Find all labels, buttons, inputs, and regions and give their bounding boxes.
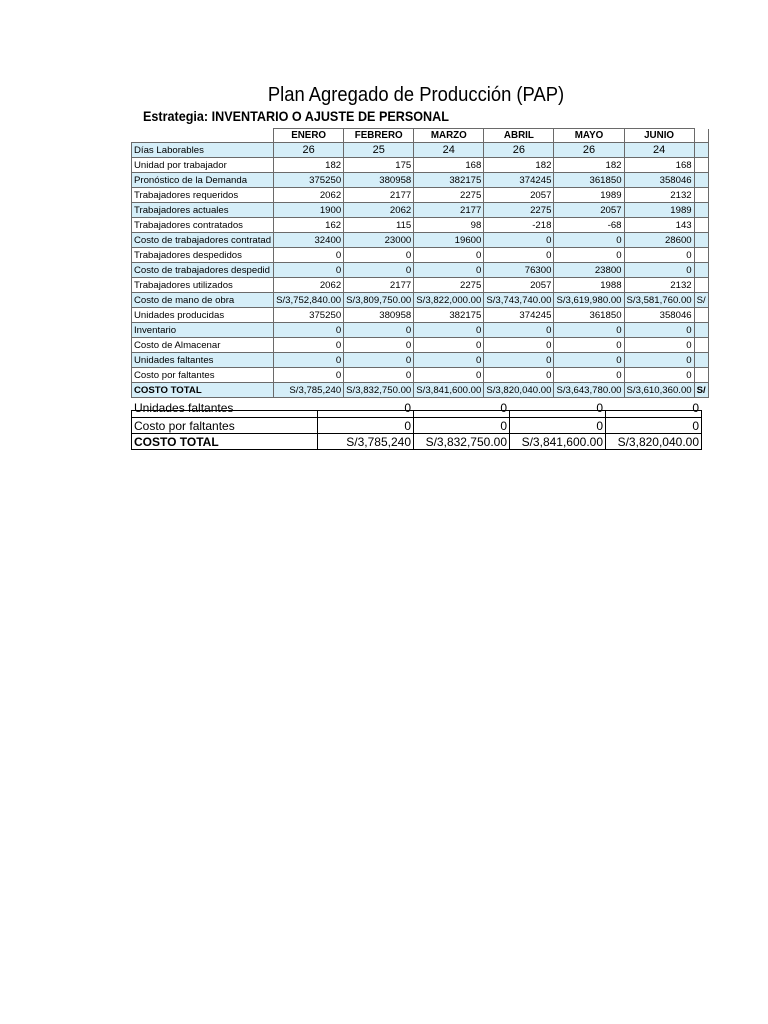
cell-value: 1989	[554, 188, 624, 203]
cell-value: 0	[274, 248, 344, 263]
cell-value: 374245	[484, 308, 554, 323]
month-header: MARZO	[414, 129, 484, 143]
row-label: Trabajadores despedidos	[132, 248, 274, 263]
row-label: Trabajadores actuales	[132, 203, 274, 218]
cell-value: 25	[344, 143, 414, 158]
cell-value: S/3,785,240	[274, 383, 344, 398]
table-row	[132, 308, 709, 323]
cell-value: 175	[344, 158, 414, 173]
row-label: Trabajadores utilizados	[132, 278, 274, 293]
cell-value: 0	[344, 368, 414, 383]
cut-off-cell	[694, 248, 708, 263]
cell-value: 374245	[484, 173, 554, 188]
cut-off-cell	[694, 233, 708, 248]
cell-value: 375250	[274, 308, 344, 323]
month-header: ABRIL	[484, 129, 554, 143]
cell-value: 32400	[274, 233, 344, 248]
cell-value: 2062	[274, 278, 344, 293]
header-blank	[132, 129, 274, 143]
cell-value: 0	[274, 263, 344, 278]
cell-value: 0	[484, 248, 554, 263]
row-label: Trabajadores contratados	[132, 218, 274, 233]
cell-value: 0	[414, 263, 484, 278]
table-row	[132, 143, 709, 158]
cut-off-cell	[694, 323, 708, 338]
cell-value: 0	[344, 263, 414, 278]
table-row	[132, 434, 702, 450]
cell-value: S/3,820,040.00	[484, 383, 554, 398]
cell-value: 1900	[274, 203, 344, 218]
table-row	[132, 383, 709, 398]
cell-value: 0	[606, 418, 702, 434]
row-label: Días Laborables	[132, 143, 274, 158]
cell-value: 0	[344, 338, 414, 353]
strategy-label: Estrategia: INVENTARIO O AJUSTE DE PERSONAL	[143, 108, 449, 124]
table-row	[132, 338, 709, 353]
cut-off-cell	[694, 368, 708, 383]
cell-value: 0	[554, 233, 624, 248]
cut-off-cell	[694, 143, 708, 158]
cut-off-cell	[694, 263, 708, 278]
cut-off-cell: S/	[694, 383, 708, 398]
cell-value: S/3,643,780.00	[554, 383, 624, 398]
cell-value: 2275	[414, 188, 484, 203]
table-row	[132, 293, 709, 308]
cell-value: 98	[414, 218, 484, 233]
cell-value: 26	[274, 143, 344, 158]
cell-value: 0	[624, 323, 694, 338]
cell-value: 0	[344, 353, 414, 368]
cell-value: 0	[414, 418, 510, 434]
cell-value: 162	[274, 218, 344, 233]
table-row	[132, 218, 709, 233]
cell-value: 375250	[274, 173, 344, 188]
cell-value: 0	[624, 338, 694, 353]
month-header: MAYO	[554, 129, 624, 143]
cell-value: S/3,610,360.00	[624, 383, 694, 398]
cell-value: S/3,809,750.00	[344, 293, 414, 308]
cell-value	[510, 401, 606, 418]
cell-value: 0	[554, 353, 624, 368]
cell-value: 2132	[624, 188, 694, 203]
lower-table	[131, 401, 702, 450]
cell-value: 168	[414, 158, 484, 173]
sheet-title: Plan Agregado de Producción (PAP)	[267, 84, 565, 106]
cell-value: 0	[318, 418, 414, 434]
header-blank	[694, 129, 708, 143]
pap-table	[131, 128, 709, 398]
cell-value: 182	[484, 158, 554, 173]
cell-value: 358046	[624, 308, 694, 323]
cut-off-cell: S/	[694, 293, 708, 308]
cell-value: 0	[484, 368, 554, 383]
cell-value: S/3,822,000.00	[414, 293, 484, 308]
cell-value: 0	[414, 353, 484, 368]
cell-value: 2062	[274, 188, 344, 203]
cell-value: 24	[624, 143, 694, 158]
cell-value: 0	[554, 248, 624, 263]
cell-value: 1989	[624, 203, 694, 218]
cell-value: 0	[554, 338, 624, 353]
cell-value	[414, 401, 510, 418]
row-label: Inventario	[132, 323, 274, 338]
cell-value: 0	[484, 233, 554, 248]
cell-value: 2057	[484, 278, 554, 293]
cell-value: 28600	[624, 233, 694, 248]
row-label: Unidades faltantes	[132, 353, 274, 368]
cell-value: 358046	[624, 173, 694, 188]
cell-value: 2057	[554, 203, 624, 218]
cell-value: 1988	[554, 278, 624, 293]
cell-value: 0	[624, 368, 694, 383]
cell-value: 0	[274, 353, 344, 368]
cell-value: 361850	[554, 173, 624, 188]
table-row	[132, 323, 709, 338]
table-row	[132, 263, 709, 278]
cell-value: 0	[414, 248, 484, 263]
cut-off-cell	[694, 158, 708, 173]
cut-off-cell	[694, 338, 708, 353]
cell-value: S/3,619,980.00	[554, 293, 624, 308]
cell-value: 0	[624, 248, 694, 263]
cell-value: 2132	[624, 278, 694, 293]
row-label: Costo de trabajadores despedid	[132, 263, 274, 278]
lower-table-region	[131, 401, 701, 456]
cell-value: 0	[554, 323, 624, 338]
cell-value: 26	[484, 143, 554, 158]
row-label: Trabajadores requeridos	[132, 188, 274, 203]
cut-off-cell	[694, 308, 708, 323]
row-label: Costo de trabajadores contratad	[132, 233, 274, 248]
cell-value: 361850	[554, 308, 624, 323]
table-row	[132, 411, 702, 418]
cell-value: 0	[414, 338, 484, 353]
table-row	[132, 353, 709, 368]
cell-value: S/3,743,740.00	[484, 293, 554, 308]
row-label: Costo de Almacenar	[132, 338, 274, 353]
cell-value: S/3,820,040.00	[606, 434, 702, 450]
cell-value: S/3,785,240	[318, 434, 414, 450]
row-label: Unidades producidas	[132, 308, 274, 323]
cell-value: 380958	[344, 308, 414, 323]
cell-value: 23000	[344, 233, 414, 248]
cell-value: 0	[414, 323, 484, 338]
cell-value: 0	[624, 263, 694, 278]
cell-value: 2275	[414, 278, 484, 293]
cell-value: 168	[624, 158, 694, 173]
cut-off-cell	[694, 188, 708, 203]
cut-off-cell	[694, 203, 708, 218]
cell-value: 0	[554, 368, 624, 383]
row-label: Unidad por trabajador	[132, 158, 274, 173]
cell-value: S/3,841,600.00	[414, 383, 484, 398]
row-label: Costo por faltantes	[132, 418, 318, 434]
cell-value: -68	[554, 218, 624, 233]
table-row	[132, 203, 709, 218]
cell-value	[606, 401, 702, 418]
cell-value: 0	[274, 323, 344, 338]
month-header: ENERO	[274, 129, 344, 143]
cell-value: 76300	[484, 263, 554, 278]
cell-value: 0	[484, 353, 554, 368]
cell-value: 19600	[414, 233, 484, 248]
cell-value: 182	[274, 158, 344, 173]
cell-value: 2177	[414, 203, 484, 218]
row-label: COSTO TOTAL	[132, 434, 318, 450]
row-label	[132, 401, 318, 418]
cell-value: S/3,832,750.00	[344, 383, 414, 398]
cell-value: 0	[624, 353, 694, 368]
cell-value: -218	[484, 218, 554, 233]
row-label: Costo por faltantes	[132, 368, 274, 383]
cell-value	[318, 401, 414, 418]
cell-value: 0	[484, 338, 554, 353]
cell-value: 182	[554, 158, 624, 173]
cell-value: 0	[510, 418, 606, 434]
cell-value: S/3,752,840.00	[274, 293, 344, 308]
cell-value: S/3,832,750.00	[414, 434, 510, 450]
table-row	[132, 188, 709, 203]
cell-value: S/3,841,600.00	[510, 434, 606, 450]
cell-value-text: 0	[596, 401, 603, 415]
cut-off-cell	[694, 353, 708, 368]
cell-value: S/3,581,760.00	[624, 293, 694, 308]
cell-value: 143	[624, 218, 694, 233]
cell-value-text: 0	[500, 401, 507, 415]
table-row	[132, 248, 709, 263]
cell-value: 2062	[344, 203, 414, 218]
cell-value: 2177	[344, 278, 414, 293]
month-header: JUNIO	[624, 129, 694, 143]
spreadsheet-image	[131, 70, 706, 412]
table-row	[132, 278, 709, 293]
cut-off-cell	[694, 218, 708, 233]
table-row	[132, 158, 709, 173]
cut-off-cell	[694, 173, 708, 188]
cell-value: 0	[414, 368, 484, 383]
cell-value: 380958	[344, 173, 414, 188]
cell-value: 24	[414, 143, 484, 158]
cell-value: 382175	[414, 308, 484, 323]
row-label: Costo de mano de obra	[132, 293, 274, 308]
table-row	[132, 418, 702, 434]
table-row	[132, 233, 709, 248]
cell-value: 23800	[554, 263, 624, 278]
cell-value: 0	[484, 323, 554, 338]
cell-value: 2275	[484, 203, 554, 218]
row-label-text: Unidades faltantes	[134, 401, 234, 415]
row-label: Pronóstico de la Demanda	[132, 173, 274, 188]
month-header-row	[132, 129, 709, 143]
cell-value: 26	[554, 143, 624, 158]
cell-value: 2177	[344, 188, 414, 203]
cell-value-text: 0	[404, 401, 411, 415]
cell-value: 0	[274, 338, 344, 353]
cell-value: 0	[344, 323, 414, 338]
cell-value: 0	[344, 248, 414, 263]
month-header: FEBRERO	[344, 129, 414, 143]
cell-value: 0	[274, 368, 344, 383]
cut-off-cell	[694, 278, 708, 293]
table-row	[132, 173, 709, 188]
row-label: COSTO TOTAL	[132, 383, 274, 398]
cell-value: 382175	[414, 173, 484, 188]
table-row	[132, 368, 709, 383]
cell-value: 115	[344, 218, 414, 233]
cell-value: 2057	[484, 188, 554, 203]
cell-value-text: 0	[692, 401, 699, 415]
